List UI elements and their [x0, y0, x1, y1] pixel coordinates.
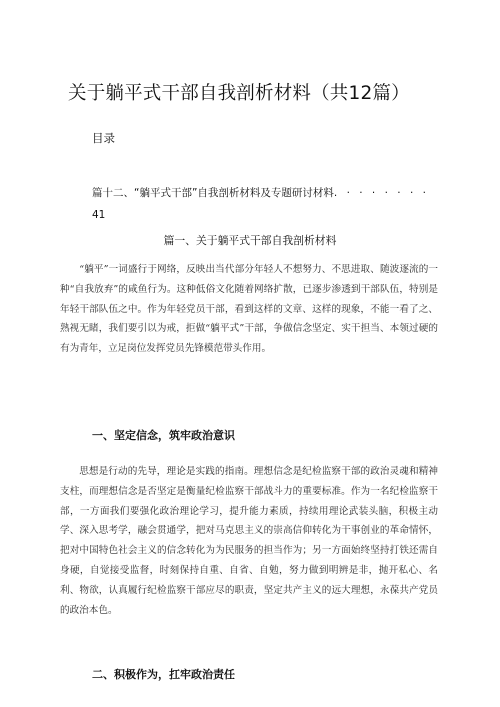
section-title: 篇一、关于躺平式干部自我剖析材料	[163, 234, 337, 247]
toc-entry[interactable]	[92, 182, 437, 226]
toc-entry-text: 篇十二、“躺平式干部”自我剖析材料及专题研讨材料	[92, 187, 334, 199]
toc-entry-dots: . · · · · · · ·	[333, 187, 429, 199]
body-paragraph-1: “躺平”一词盛行于网络，反映出当代部分年轻人不想努力、不思进取、随波逐流的一种“自我放弃”的咸鱼行为。这种低俗文化随着网络扩散，已逐步渗透到干部队伍，特别是年轻干部队伍之中。作为年轻党员干部，看到这样的文章、这样的现象，不能一看了之、熟视无睹，我们要引以为戒，拒做“躺平式”干部，争做信念坚定、实干担当、本领过硬的有为青年，立足岗位发挥党员先锋模范带头作用。	[60, 264, 438, 355]
toc-label: 目录	[92, 131, 115, 145]
toc-entry-page: 41	[92, 209, 106, 221]
document-title: 关于躺平式干部自我剖析材料（共12篇）	[68, 83, 410, 104]
heading-2: 二、积极作为，扛牢政治责任	[92, 668, 235, 681]
heading-1: 一、坚定信念，筑牢政治意识	[92, 429, 235, 442]
body-paragraph-2: 思想是行动的先导，理论是实践的指南。理想信念是纪检监察干部的政治灵魂和精神支柱，而理想信念是否坚定是衡量纪检监察干部战斗力的重要标准。作为一名纪检监察干部，一方面我们要强化政治理论学习，提升能力素质，持续用理论武装头脑，积极主动学、深入思考学，融会贯通学，把对马克思主义的崇高信仰转化为干事创业的革命情怀，把对中国特色社会主义的信念转化为为民服务的担当作为；另一方面始终坚持打铁还需自身硬，自觉接受监督，时刻保持自重、自省、自勉，努力做到明辨是非，抛开私心、名利、物欲，认真履行纪检监察干部应尽的职责，坚定共产主义的远大理想，永葆共产党员的政治本色。	[60, 466, 438, 616]
